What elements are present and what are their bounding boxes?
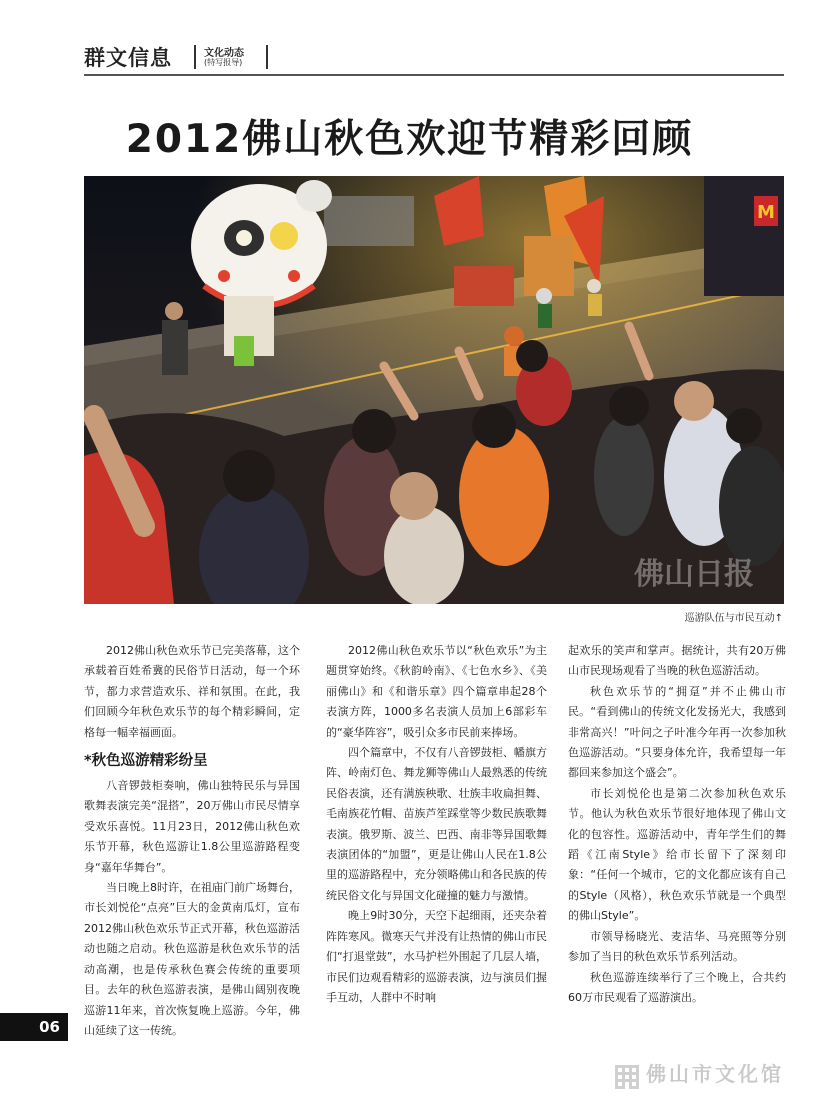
paragraph: 市领导杨晓光、麦洁华、马亮照等分别参加了当日的秋色欢乐节系列活动。 [568,929,786,964]
header-divider [194,45,196,69]
photo-caption: 巡游队伍与市民互动↑ [684,613,783,624]
text-column-1 [84,641,300,1041]
paragraph: 起欢乐的笑声和掌声。据统计，共有20万佛山市民现场观看了当晚的秋色巡游活动。 [568,644,786,678]
footer-org-name: 佛山市文化馆 [646,1062,784,1086]
section-title: 群文信息 [84,46,172,70]
header-divider [266,45,268,69]
article-headline: 2012佛山秋色欢迎节精彩回顾 [125,117,694,162]
paragraph: 秋色欢乐节的“拥趸”并不止佛山市民。“看到佛山的传统文化发扬光大，我感到非常高兴！”叶问之子叶准今年再一次参加秋色巡游活动。“只要身体允许，我希望每一年都回来参加这个盛会”。 [568,684,786,780]
building-icon [612,1061,642,1091]
paragraph: 当日晚上8时许，在祖庙门前广场舞台，市长刘悦伦“点亮”巨大的金黄南瓜灯，宣布2012佛山秋色欢乐节正式开幕，秋色巡游活动也随之启动。秋色巡游是秋色欢乐节的活动高潮，也是传承秋色赛会传统的重要项目。去年的秋色巡游表演，是佛山阔别夜晚巡游11年来，首次恢复晚上巡游。今年，佛山延续了这一传统。 [84,881,300,1037]
text-column-2 [326,641,547,1008]
paragraph: 八音锣鼓柜奏响，佛山独特民乐与异国歌舞表演完美“混搭”，20万佛山市民尽情享受欢乐喜悦。11月23日，2012佛山秋色欢乐节开幕，秋色巡游让1.8公里巡游路程变身“嘉年华舞台”。 [84,779,300,874]
page-number: 06 [0,1013,68,1041]
paragraph: 市长刘悦伦也是第二次参加秋色欢乐节。他认为秋色欢乐节很好地体现了佛山文化的包容性。巡游活动中，青年学生们的舞蹈《江南Style》给市长留下了深刻印象：“任何一个城市，它的文化都应该有自己的Style（风格），秋色欢乐节就是一个典型的佛山Style”。 [568,786,786,923]
photo-watermark: 佛山日报 [634,557,754,592]
paragraph: 2012佛山秋色欢乐节以“秋色欢乐”为主题贯穿始终。《秋韵岭南》、《七色水乡》、《美丽佛山》和《和谐乐章》四个篇章串起28个表演方阵，1000多名表演人员加上6部彩车的“豪华阵容”，吸引众多市民前来捧场。 [326,644,547,739]
paragraph: 秋色巡游连续举行了三个晚上，合共约60万市民观看了巡游演出。 [568,970,786,1004]
section-subtitle-note: (特写报导) [204,58,243,67]
text-column-3 [568,641,786,1008]
paragraph: 2012佛山秋色欢乐节已完美落幕，这个承载着百姓希冀的民俗节日活动，每一个环节，都力求营造欢乐、祥和氛围。在此，我们回顾今年秋色欢乐节的每个精彩瞬间，定格每一幅幸福画面。 [84,644,300,739]
svg-text:M: M [757,202,775,223]
footer-watermark [612,1058,784,1088]
section-subhead: *秋色巡游精彩纷呈 [84,753,208,770]
section-subtitle: 文化动态 [204,48,244,59]
parade-photo [84,176,784,604]
paragraph: 四个篇章中，不仅有八音锣鼓柜、幡旗方阵、岭南灯色、舞龙狮等佛山人最熟悉的传统民俗表演，还有满族秧歌、壮族丰收扁担舞、毛南族花竹帽、苗族芦笙踩堂等少数民族歌舞表演。俄罗斯、波兰、巴西、南非等异国歌舞表演团体的“加盟”，更是让佛山人民在1.8公里的巡游路程中，充分领略佛山和各民族的传统民俗文化与异国文化碰撞的魅力与激情。 [326,746,547,902]
header-rule [84,74,784,76]
paragraph: 晚上9时30分，天空下起细雨，还夹杂着阵阵寒风。微寒天气并没有让热情的佛山市民们“打退堂鼓”，水马护栏外围起了几层人墙，市民们边观看精彩的巡游表演，边与演员们握手互动，人群中不时响 [326,909,547,1004]
